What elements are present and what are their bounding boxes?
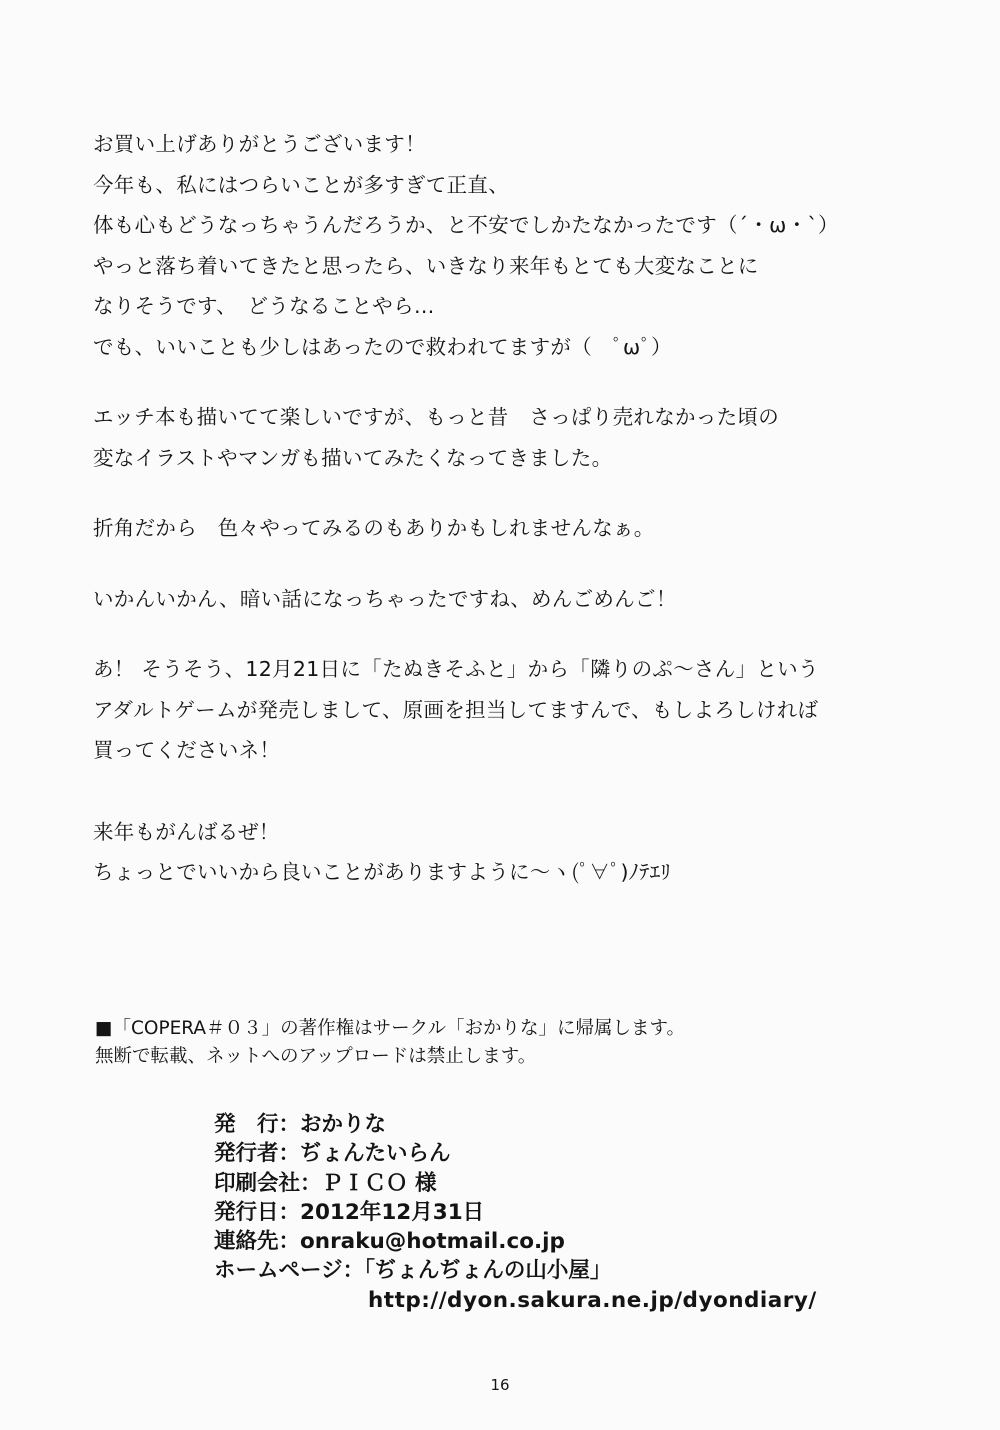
afterword-message [93, 124, 893, 893]
copyright-line: ■「COPERA＃０３」の著作権はサークル「おかりな」に帰属します。 [95, 1018, 686, 1039]
colophon-printer: 印刷会社：ＰＩＣＯ 様 [214, 1170, 437, 1196]
page-number: 16 [490, 1376, 510, 1394]
message-line: いかんいかん、暗い話になっちゃったですね、めんごめんご！ [93, 586, 677, 611]
message-line: エッチ本も描いてて楽しいですが、もっと昔 さっぱり売れなかった頃の [93, 405, 779, 429]
colophon-contact: 連絡先：onraku@hotmail.co.jp [214, 1229, 565, 1255]
message-line: お買い上げありがとうございます！ [93, 132, 426, 156]
copyright-line: 無断で転載、ネットへのアップロードは禁止します。 [95, 1046, 537, 1067]
colophon-url: http://dyon.sakura.ne.jp/dyondiary/ [368, 1287, 817, 1313]
message-line: なりそうです、 どうなることやら… [93, 294, 435, 318]
message-line: 買ってくださいネ！ [93, 738, 281, 762]
message-line: あ！ そうそう、12月21日に「たぬきそふと」から「隣りのぷ～さん」という [93, 657, 819, 681]
message-line: 今年も、私にはつらいことが多すぎて正直、 [93, 172, 509, 197]
message-line: 来年もがんばるぜ！ [93, 819, 280, 844]
message-line: やっと落ち着いてきたと思ったら、いきなり来年もとても大変なことに [93, 253, 759, 278]
copyright-notice [95, 1015, 915, 1071]
message-line: 体も心もどうなっちゃうんだろうか、と不安でしかたなかったです（´・ω・`） [93, 213, 839, 237]
colophon-publisher: 発 行：おかりな [214, 1112, 387, 1137]
colophon [214, 1110, 874, 1315]
message-line: でも、いいことも少しはあったので救われてますが（ ﾟωﾟ） [93, 334, 672, 359]
message-line: ちょっとでいいから良いことがありますように～ヽ(ﾟ∀ﾟ)ﾉﾃｴﾘ [93, 860, 671, 884]
colophon-homepage: ホームページ：「ぢょんぢょんの山小屋」 [214, 1258, 612, 1284]
message-line: 変なイラストやマンガも描いてみたくなってきました。 [93, 445, 613, 470]
message-line: アダルトゲームが発売しまして、原画を担当してますんで、もしよろしければ [93, 697, 819, 722]
colophon-date: 発行日：2012年12月31日 [214, 1199, 485, 1225]
colophon-issuer: 発行者：ぢょんたいらん [214, 1141, 451, 1167]
message-line: 折角だから 色々やってみるのもありかもしれませんなぁ。 [93, 516, 655, 540]
